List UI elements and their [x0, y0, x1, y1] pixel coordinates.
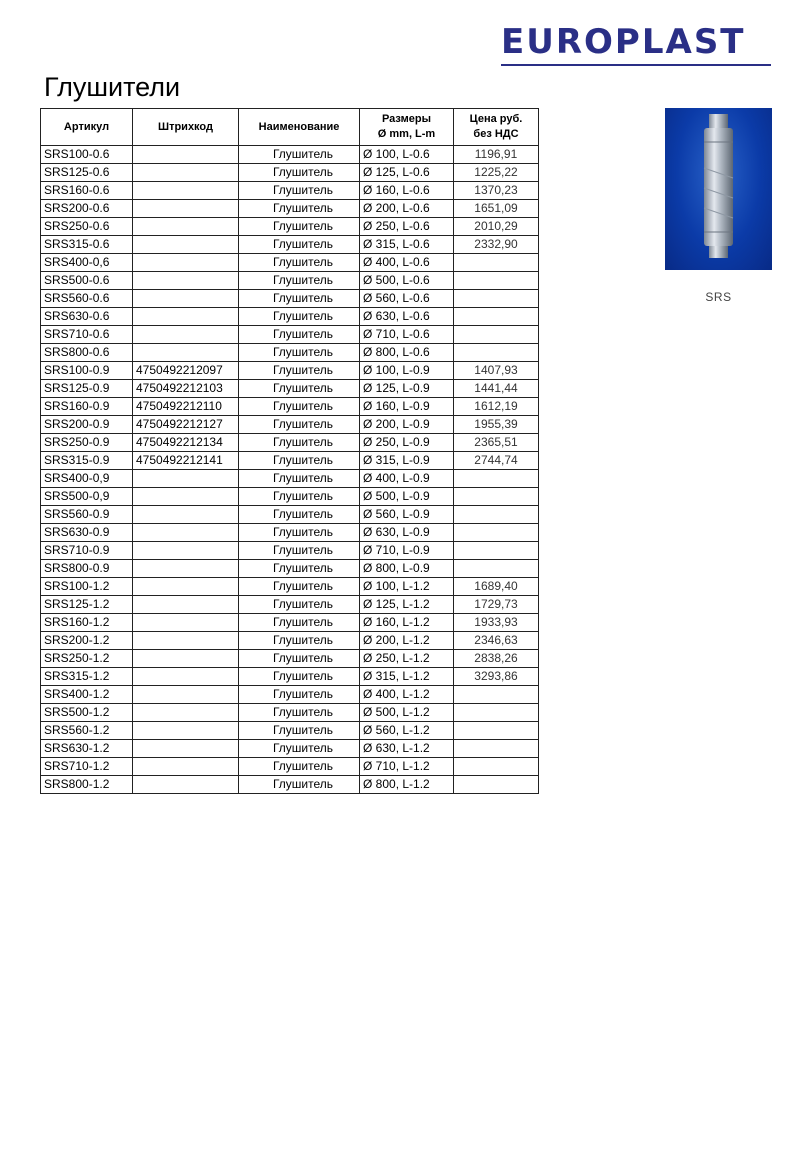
cell-article: SRS630-1.2 — [41, 740, 133, 758]
header-size — [360, 109, 454, 146]
cell-barcode — [133, 164, 239, 182]
table-row — [41, 218, 539, 236]
cell-article: SRS250-0.6 — [41, 218, 133, 236]
cell-price: 1612,19 — [454, 398, 539, 416]
cell-article: SRS250-0.9 — [41, 434, 133, 452]
header-article: Артикул — [41, 109, 133, 146]
cell-price: 1407,93 — [454, 362, 539, 380]
cell-article: SRS400-0,9 — [41, 470, 133, 488]
cell-article: SRS160-0.9 — [41, 398, 133, 416]
table-row — [41, 164, 539, 182]
table-row — [41, 506, 539, 524]
table-row — [41, 488, 539, 506]
cell-name: Глушитель — [239, 398, 360, 416]
table-row — [41, 326, 539, 344]
cell-size: Ø 560, L-1.2 — [360, 722, 454, 740]
table-row — [41, 470, 539, 488]
cell-article: SRS710-1.2 — [41, 758, 133, 776]
cell-name: Глушитель — [239, 560, 360, 578]
cell-price: 1933,93 — [454, 614, 539, 632]
cell-article: SRS800-1.2 — [41, 776, 133, 794]
cell-article: SRS630-0.6 — [41, 308, 133, 326]
cell-price: 2744,74 — [454, 452, 539, 470]
cell-name: Глушитель — [239, 218, 360, 236]
cell-name: Глушитель — [239, 632, 360, 650]
table-row — [41, 686, 539, 704]
table-row — [41, 290, 539, 308]
cell-name: Глушитель — [239, 164, 360, 182]
cell-article: SRS100-1.2 — [41, 578, 133, 596]
cell-barcode — [133, 542, 239, 560]
cell-name: Глушитель — [239, 146, 360, 164]
cell-name: Глушитель — [239, 344, 360, 362]
cell-article: SRS100-0.6 — [41, 146, 133, 164]
cell-price — [454, 488, 539, 506]
cell-size: Ø 250, L-1.2 — [360, 650, 454, 668]
cell-price: 1196,91 — [454, 146, 539, 164]
cell-size: Ø 800, L-0.6 — [360, 344, 454, 362]
cell-price — [454, 722, 539, 740]
cell-barcode — [133, 182, 239, 200]
table-row — [41, 758, 539, 776]
header-size-line2: Ø mm, L-m — [377, 128, 436, 140]
table-row — [41, 596, 539, 614]
cell-price: 2346,63 — [454, 632, 539, 650]
cell-size: Ø 800, L-0.9 — [360, 560, 454, 578]
cell-price: 1955,39 — [454, 416, 539, 434]
table-row — [41, 452, 539, 470]
cell-article: SRS125-0.6 — [41, 164, 133, 182]
table-row — [41, 344, 539, 362]
table-row — [41, 254, 539, 272]
cell-article: SRS630-0.9 — [41, 524, 133, 542]
table-body — [41, 146, 539, 794]
cell-name: Глушитель — [239, 758, 360, 776]
cell-size: Ø 400, L-0.6 — [360, 254, 454, 272]
cell-size: Ø 160, L-1.2 — [360, 614, 454, 632]
cell-article: SRS315-1.2 — [41, 668, 133, 686]
cell-price: 1370,23 — [454, 182, 539, 200]
table-row — [41, 200, 539, 218]
cell-barcode — [133, 722, 239, 740]
cell-size: Ø 200, L-0.6 — [360, 200, 454, 218]
cell-price: 2838,26 — [454, 650, 539, 668]
cell-price: 1729,73 — [454, 596, 539, 614]
cell-name: Глушитель — [239, 416, 360, 434]
cell-article: SRS315-0.6 — [41, 236, 133, 254]
cell-price — [454, 470, 539, 488]
cell-article: SRS200-0.9 — [41, 416, 133, 434]
cell-size: Ø 125, L-1.2 — [360, 596, 454, 614]
cell-price — [454, 272, 539, 290]
cell-size: Ø 250, L-0.9 — [360, 434, 454, 452]
cell-price — [454, 686, 539, 704]
cell-size: Ø 100, L-0.9 — [360, 362, 454, 380]
price-table — [40, 108, 539, 794]
cell-size: Ø 500, L-0.9 — [360, 488, 454, 506]
cell-barcode — [133, 344, 239, 362]
cell-name: Глушитель — [239, 470, 360, 488]
cell-article: SRS250-1.2 — [41, 650, 133, 668]
cell-size: Ø 710, L-1.2 — [360, 758, 454, 776]
cell-barcode — [133, 758, 239, 776]
cell-name: Глушитель — [239, 722, 360, 740]
cell-article: SRS800-0.9 — [41, 560, 133, 578]
cell-article: SRS710-0.6 — [41, 326, 133, 344]
cell-price — [454, 524, 539, 542]
cell-price — [454, 758, 539, 776]
cell-price: 2332,90 — [454, 236, 539, 254]
cell-barcode — [133, 200, 239, 218]
cell-name: Глушитель — [239, 578, 360, 596]
cell-barcode — [133, 560, 239, 578]
cell-price — [454, 308, 539, 326]
cell-barcode — [133, 596, 239, 614]
header-price — [454, 109, 539, 146]
table-row — [41, 272, 539, 290]
cell-barcode: 4750492212097 — [133, 362, 239, 380]
cell-size: Ø 315, L-0.9 — [360, 452, 454, 470]
cell-size: Ø 160, L-0.9 — [360, 398, 454, 416]
cell-barcode — [133, 614, 239, 632]
logo-underline — [501, 64, 771, 66]
cell-name: Глушитель — [239, 650, 360, 668]
cell-price — [454, 776, 539, 794]
cell-name: Глушитель — [239, 776, 360, 794]
table-row — [41, 380, 539, 398]
cell-size: Ø 315, L-0.6 — [360, 236, 454, 254]
cell-barcode — [133, 272, 239, 290]
cell-article: SRS400-0,6 — [41, 254, 133, 272]
cell-article: SRS500-1.2 — [41, 704, 133, 722]
table-row — [41, 542, 539, 560]
cell-article: SRS560-1.2 — [41, 722, 133, 740]
cell-name: Глушитель — [239, 704, 360, 722]
cell-barcode — [133, 290, 239, 308]
cell-size: Ø 160, L-0.6 — [360, 182, 454, 200]
cell-name: Глушитель — [239, 434, 360, 452]
cell-size: Ø 250, L-0.6 — [360, 218, 454, 236]
cell-price — [454, 254, 539, 272]
cell-name: Глушитель — [239, 380, 360, 398]
cell-name: Глушитель — [239, 272, 360, 290]
cell-article: SRS100-0.9 — [41, 362, 133, 380]
cell-article: SRS200-1.2 — [41, 632, 133, 650]
cell-price — [454, 542, 539, 560]
cell-price — [454, 704, 539, 722]
cell-barcode: 4750492212141 — [133, 452, 239, 470]
cell-barcode — [133, 254, 239, 272]
cell-barcode: 4750492212103 — [133, 380, 239, 398]
cell-article: SRS125-0.9 — [41, 380, 133, 398]
cell-article: SRS560-0.9 — [41, 506, 133, 524]
cell-price — [454, 506, 539, 524]
table-row — [41, 578, 539, 596]
cell-size: Ø 100, L-0.6 — [360, 146, 454, 164]
cell-barcode — [133, 470, 239, 488]
table-row — [41, 146, 539, 164]
cell-name: Глушитель — [239, 452, 360, 470]
cell-name: Глушитель — [239, 524, 360, 542]
cell-barcode — [133, 236, 239, 254]
cell-barcode — [133, 524, 239, 542]
cell-name: Глушитель — [239, 182, 360, 200]
header-price-line1: Цена руб. — [469, 113, 523, 125]
cell-barcode — [133, 668, 239, 686]
table-row — [41, 434, 539, 452]
cell-article: SRS315-0.9 — [41, 452, 133, 470]
cell-article: SRS710-0.9 — [41, 542, 133, 560]
cell-name: Глушитель — [239, 740, 360, 758]
cell-size: Ø 800, L-1.2 — [360, 776, 454, 794]
header-size-line1: Размеры — [381, 113, 431, 125]
cell-name: Глушитель — [239, 254, 360, 272]
table-row — [41, 416, 539, 434]
cell-price: 3293,86 — [454, 668, 539, 686]
cell-price: 1441,44 — [454, 380, 539, 398]
cell-size: Ø 200, L-0.9 — [360, 416, 454, 434]
cell-name: Глушитель — [239, 326, 360, 344]
cell-article: SRS500-0.6 — [41, 272, 133, 290]
cell-barcode: 4750492212134 — [133, 434, 239, 452]
cell-name: Глушитель — [239, 200, 360, 218]
europlast-logo — [501, 22, 771, 66]
cell-size: Ø 200, L-1.2 — [360, 632, 454, 650]
cell-barcode — [133, 776, 239, 794]
cell-name: Глушитель — [239, 488, 360, 506]
cell-size: Ø 630, L-0.9 — [360, 524, 454, 542]
cell-size: Ø 560, L-0.6 — [360, 290, 454, 308]
logo-text: EUROPLAST — [501, 22, 746, 62]
table-row — [41, 668, 539, 686]
cell-article: SRS560-0.6 — [41, 290, 133, 308]
cell-name: Глушитель — [239, 596, 360, 614]
table-row — [41, 236, 539, 254]
cell-size: Ø 400, L-1.2 — [360, 686, 454, 704]
cell-barcode — [133, 632, 239, 650]
page-title: Глушители — [44, 72, 181, 102]
table-row — [41, 362, 539, 380]
cell-price: 1651,09 — [454, 200, 539, 218]
cell-barcode — [133, 488, 239, 506]
cell-barcode — [133, 740, 239, 758]
cell-name: Глушитель — [239, 362, 360, 380]
table-row — [41, 308, 539, 326]
cell-barcode: 4750492212110 — [133, 398, 239, 416]
product-caption: SRS — [705, 290, 732, 304]
table-row — [41, 740, 539, 758]
cell-name: Глушитель — [239, 686, 360, 704]
cell-barcode — [133, 146, 239, 164]
cell-price: 1225,22 — [454, 164, 539, 182]
cell-article: SRS200-0.6 — [41, 200, 133, 218]
cell-barcode — [133, 704, 239, 722]
cell-size: Ø 560, L-0.9 — [360, 506, 454, 524]
table-row — [41, 776, 539, 794]
cell-barcode — [133, 506, 239, 524]
cell-barcode — [133, 308, 239, 326]
table-row — [41, 560, 539, 578]
cell-size: Ø 315, L-1.2 — [360, 668, 454, 686]
cell-size: Ø 125, L-0.6 — [360, 164, 454, 182]
table-row — [41, 614, 539, 632]
cell-name: Глушитель — [239, 668, 360, 686]
table-row — [41, 722, 539, 740]
table-header-row — [41, 109, 539, 146]
table-row — [41, 704, 539, 722]
header-barcode: Штрихкод — [133, 109, 239, 146]
cell-price: 2365,51 — [454, 434, 539, 452]
table-row — [41, 650, 539, 668]
cell-name: Глушитель — [239, 506, 360, 524]
table-row — [41, 524, 539, 542]
cell-price — [454, 344, 539, 362]
header-price-line2: без НДС — [473, 128, 519, 140]
cell-name: Глушитель — [239, 290, 360, 308]
cell-name: Глушитель — [239, 542, 360, 560]
cell-price — [454, 290, 539, 308]
cell-size: Ø 500, L-1.2 — [360, 704, 454, 722]
cell-size: Ø 710, L-0.6 — [360, 326, 454, 344]
table-row — [41, 182, 539, 200]
cell-barcode — [133, 326, 239, 344]
cell-size: Ø 500, L-0.6 — [360, 272, 454, 290]
cell-size: Ø 400, L-0.9 — [360, 470, 454, 488]
cell-article: SRS800-0.6 — [41, 344, 133, 362]
table-row — [41, 632, 539, 650]
cell-price: 2010,29 — [454, 218, 539, 236]
cell-name: Глушитель — [239, 614, 360, 632]
cell-barcode: 4750492212127 — [133, 416, 239, 434]
cell-barcode — [133, 686, 239, 704]
cell-size: Ø 100, L-1.2 — [360, 578, 454, 596]
product-photo — [665, 108, 772, 270]
cell-article: SRS125-1.2 — [41, 596, 133, 614]
cell-size: Ø 710, L-0.9 — [360, 542, 454, 560]
cell-article: SRS160-1.2 — [41, 614, 133, 632]
cell-barcode — [133, 650, 239, 668]
cell-article: SRS500-0,9 — [41, 488, 133, 506]
silencer-image — [665, 108, 772, 270]
cell-price — [454, 740, 539, 758]
cell-article: SRS160-0.6 — [41, 182, 133, 200]
cell-size: Ø 630, L-0.6 — [360, 308, 454, 326]
table-row — [41, 398, 539, 416]
cell-size: Ø 125, L-0.9 — [360, 380, 454, 398]
cell-barcode — [133, 218, 239, 236]
cell-name: Глушитель — [239, 236, 360, 254]
cell-size: Ø 630, L-1.2 — [360, 740, 454, 758]
cell-article: SRS400-1.2 — [41, 686, 133, 704]
cell-price — [454, 560, 539, 578]
cell-barcode — [133, 578, 239, 596]
header-name: Наименование — [239, 109, 360, 146]
cell-price — [454, 326, 539, 344]
cell-name: Глушитель — [239, 308, 360, 326]
cell-price: 1689,40 — [454, 578, 539, 596]
